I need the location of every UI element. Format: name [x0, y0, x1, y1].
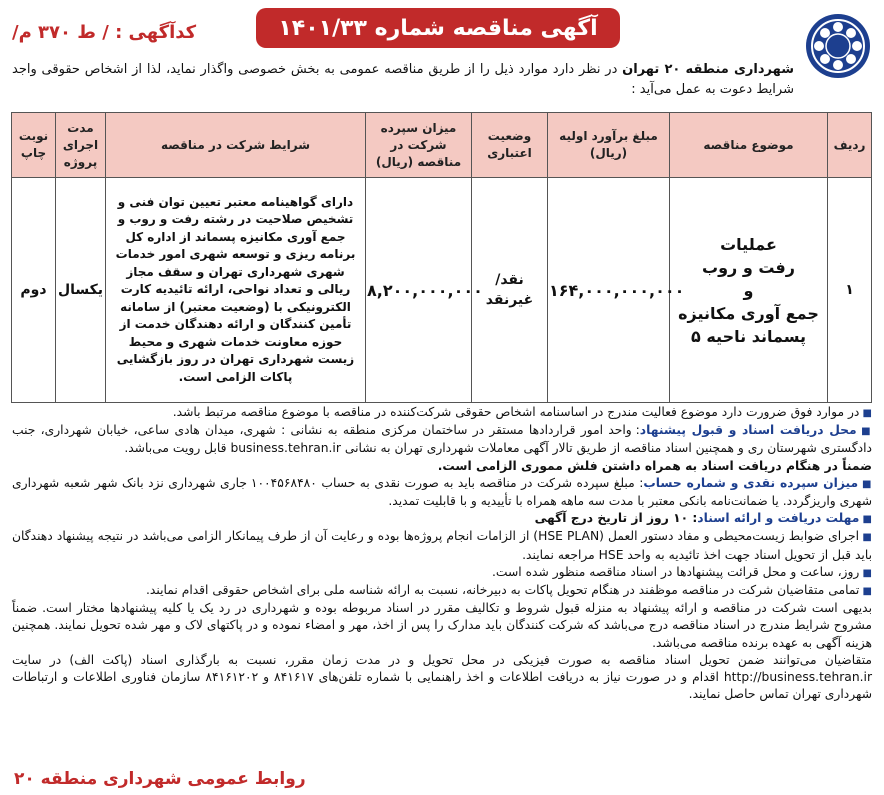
- cell-print: دوم: [12, 178, 56, 403]
- note-item: [12, 422, 872, 457]
- header-subject: موضوع مناقصه: [670, 113, 828, 178]
- tender-table: [11, 112, 872, 403]
- cell-conditions: دارای گواهینامه معتبر تعیین توان فنی و تشخیص صلاحیت در رشته رفت و روب و جمع آوری مکانیزه پسماند از اداره کل برنامه ریزی و توسعه شهری امور خدمات شهری شهرداری تهران و سقف مجاز ریالی و تعداد نواحی، ارائه تائیدیه کارت الکترونیکی با (وضعیت معتبر) از سامانه تأمین کنندگان و ارائه دهندگان خدمت از حوزه معاونت خدمات شهری و محیط زیست شهرداری تهران در روز بازگشایی پاکات الزامی است.: [106, 178, 366, 403]
- header-status: وضعیت اعتباری: [472, 113, 548, 178]
- status-line: غیرنقد: [485, 292, 534, 308]
- bullet-icon: ■: [858, 478, 873, 490]
- tehran-municipality-logo-icon: [806, 14, 870, 78]
- bullet-icon: ■: [859, 408, 872, 419]
- ad-code: کدآگهی : / ط ۳۷۰ م/: [12, 22, 197, 43]
- subject-line: جمع آوری مکانیزه: [678, 303, 819, 323]
- status-line: نقد/: [495, 272, 524, 288]
- note-item: [12, 404, 872, 422]
- note-text: در موارد فوق ضرورت دارد موضوع فعالیت مندرج در اساسنامه اشخاص حقوقی شرکت‌کننده در مناقصه با موضوع مناقصه مرتبط باشد.: [172, 405, 860, 419]
- header-deposit: میزان سپرده شرکت در مناقصه (ریال): [366, 113, 472, 178]
- footer-signature: روابط عمومی شهرداری منطقه ۲۰: [14, 769, 306, 789]
- header-conditions: شرایط شرکت در مناقصه: [106, 113, 366, 178]
- note-item: [12, 564, 872, 582]
- subject-line: عملیات: [720, 234, 777, 254]
- note-label: مهلت دریافت و ارائه اسناد: [697, 511, 860, 526]
- subject-line: و: [743, 280, 754, 300]
- note-text: : ۱۰ روز از تاریخ درج آگهی: [534, 511, 698, 526]
- bullet-icon: ■: [859, 514, 872, 526]
- cell-duration: یکسال: [56, 178, 106, 403]
- subject-line: رفت و روب: [702, 257, 795, 277]
- note-label: میزان سپرده نقدی و شماره حساب: [643, 475, 859, 490]
- note-item: [12, 458, 872, 475]
- intro-text: [12, 60, 794, 100]
- note-emphasis: ضمناً در هنگام دریافت اسناد به همراه داشتن فلش مموری الزامی است.: [437, 458, 872, 473]
- header-estimate: مبلغ برآورد اولیه (ریال): [548, 113, 670, 178]
- intro-municipality: شهرداری منطقه ۲۰ تهران: [622, 62, 794, 77]
- note-text: تمامی متقاضیان شرکت در مناقصه موظفند در هنگام تحویل پاکات به دبیرخانه، نسبت به ارائه شناسه ملی برای اشخاص حقوقی اقدام نمایند.: [146, 583, 860, 598]
- intro-rest: در نظر دارد موارد ذیل را از طریق مناقصه عمومی به بخش خصوصی واگذار نماید، لذا از اشخاص حقوقی واجد شرایط دعوت به عمل می‌آید :: [12, 62, 794, 97]
- note-text: : مبلغ سپرده شرکت در مناقصه باید به صورت نقدی به حساب ۱۰۰۴۵۶۸۴۸۰ جاری شهرداری نزد بانک شهر شعبه شهرداری شهری واریزگردد. یا ضمانت‌نامه بانکی معتبر با مدت سه ماهه همراه با تأییدیه و با قابلیت تمدید.: [12, 475, 872, 509]
- note-text: : واحد امور قراردادها مستقر در ساختمان مرکزی منطقه به نشانی : شهری، میدان هادی ساعی، خیابان شهرداری، جنب دادگستری شهرستان ری و همچنین اسناد مناقصه از طریق تالار آگهی معاملات شهرداری تهران به نشانی business.tehran.ir قابل رویت می‌باشد.: [12, 423, 872, 456]
- table-header-row: [12, 113, 872, 178]
- cell-estimate: ۱۶۴,۰۰۰,۰۰۰,۰۰۰: [548, 178, 670, 403]
- bullet-icon: ■: [859, 532, 872, 544]
- note-label: محل دریافت اسناد و قبول پیشنهاد: [639, 423, 857, 438]
- header-print: نوبت چاپ: [12, 113, 56, 178]
- cell-subject: [670, 178, 828, 403]
- note-item: [12, 475, 872, 510]
- table-row: [12, 178, 872, 403]
- note-text: اجرای ضوابط زیست‌محیطی و مفاد دستور العمل (HSE PLAN) از الزامات انجام پروژه‌ها بوده و رعایت آن از طرف پیمانکار الزامی می‌باشد در نتیجه پیشنهاد دهندگان باید قبل از تحویل اسناد جهت اخذ تائیدیه به واحد HSE مراجعه نمایند.: [12, 529, 872, 562]
- bullet-icon: ■: [859, 567, 872, 579]
- header-row-number: ردیف: [828, 113, 872, 178]
- cell-status: [472, 178, 548, 403]
- cell-deposit: ۸,۲۰۰,۰۰۰,۰۰۰: [366, 178, 472, 403]
- bullet-icon: ■: [859, 586, 872, 598]
- note-item: [12, 510, 872, 528]
- note-item: [12, 652, 872, 704]
- ad-title: آگهی مناقصه شماره ۱۴۰۱/۳۳: [256, 8, 620, 48]
- note-item: [12, 582, 872, 600]
- cell-row-number: ۱: [828, 178, 872, 403]
- bullet-icon: ■: [856, 426, 872, 438]
- note-text: روز، ساعت و محل قرائت پیشنهادها در اسناد مناقصه منظور شده است.: [492, 564, 860, 579]
- subject-line: پسماند ناحیه ۵: [691, 326, 806, 346]
- note-item: [12, 528, 872, 563]
- note-text: متقاضیان می‌توانند ضمن تحویل اسناد مناقصه به صورت فیزیکی در محل تحویل و در مدت زمان مقرر، نسبت به بارگذاری اسناد (پاکت الف) در سایت http://business.tehran.ir اقدام و در صورت نیاز به دریافت اطلاعات و اخذ راهنمایی با شماره تلفن‌های ۸۴۱۶۱۷ و ۸۴۱۶۱۲۰۲ سازمان فناوری اطلاعات و ارتباطات شهرداری تهران تماس حاصل نمایند.: [12, 652, 873, 702]
- note-text: بدیهی است شرکت در مناقصه و ارائه پیشنهاد به منزله قبول شروط و تکالیف مقرر در اسناد مربوطه بوده و شهرداری در رد یک یا کلیه پیشنهادها مختار است. ضمناً مشروح شرایط مندرج در اسناد مناقصه درج می‌باشد که شرکت کنندگان باید مدارک را پس از اخذ، مهر و امضاء نموده و در پاکتهای لاک و مهر شده تحویل نمایند. همچنین هزینه آگهی به عهده برنده مناقصه می‌باشد.: [12, 601, 872, 650]
- notes-section: [12, 404, 872, 703]
- header-duration: مدت اجرای پروژه: [56, 113, 106, 178]
- note-item: [12, 600, 872, 652]
